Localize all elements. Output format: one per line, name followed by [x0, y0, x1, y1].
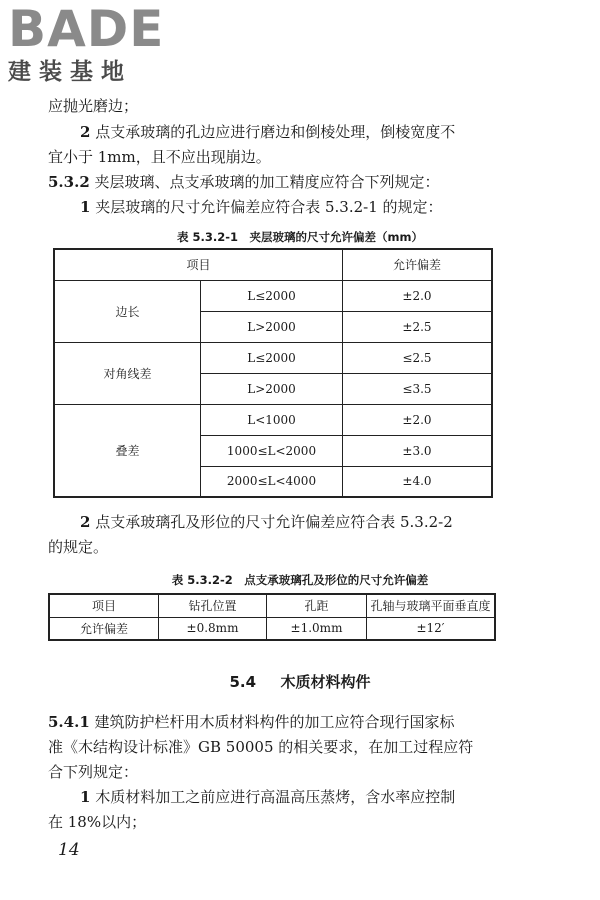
value-cell: ±2.0 — [343, 280, 493, 311]
table-header-row — [49, 594, 495, 617]
item-number: 2 — [80, 123, 91, 141]
item-number: 1 — [80, 198, 91, 216]
group-edge-length: 边长 — [54, 280, 201, 342]
clause-number: 5.3.2 — [48, 173, 90, 191]
header-hole-spacing: 孔距 — [267, 594, 367, 617]
condition-cell: L<1000 — [201, 404, 343, 435]
table-point-support-tolerance — [48, 593, 496, 641]
condition-cell: L>2000 — [201, 311, 343, 342]
group-stack-difference: 叠差 — [54, 404, 201, 497]
paragraph-text: 点支承玻璃的孔边应进行磨边和倒棱处理，倒棱宽度不 — [95, 123, 456, 141]
paragraph-polish: 应抛光磨边； — [48, 97, 139, 115]
group-diagonal-difference: 对角线差 — [54, 342, 201, 404]
table-row — [49, 617, 495, 640]
table2-caption: 表 5.3.2-2 点支承玻璃孔及形位的尺寸允许偏差 — [171, 573, 429, 587]
item-number: 1 — [80, 788, 91, 806]
clause-5-4-1-item-1 — [48, 785, 553, 809]
clause-5-4-1 — [48, 710, 553, 734]
value-cell: ±2.5 — [343, 311, 493, 342]
table-header-row — [54, 249, 492, 280]
section-title: 木质材料构件 — [280, 673, 371, 691]
table-laminated-glass-tolerance — [53, 248, 493, 498]
brand-logo — [8, 2, 164, 86]
header-tolerance: 允许偏差 — [343, 249, 493, 280]
condition-cell: L>2000 — [201, 373, 343, 404]
condition-cell: 1000≤L<2000 — [201, 435, 343, 466]
logo-subtitle: 建装基地 — [8, 59, 132, 85]
table-row — [54, 342, 492, 373]
clause-5-4-1-item-1-cont: 在 18%以内； — [48, 813, 147, 831]
paragraph-text: 夹层玻璃的尺寸允许偏差应符合表 5.3.2-1 的规定： — [95, 198, 443, 216]
table-row — [54, 280, 492, 311]
clause-5-4-1-line2: 准《木结构设计标准》GB 50005 的相关要求，在加工过程应符 — [48, 738, 474, 756]
header-hole-position: 钻孔位置 — [159, 594, 267, 617]
clause-text: 建筑防护栏杆用木质材料构件的加工应符合现行国家标 — [94, 713, 455, 731]
logo-wordmark: BADE — [8, 0, 165, 58]
condition-cell: L≤2000 — [201, 342, 343, 373]
value-cell: ±4.0 — [343, 466, 493, 497]
header-perpendicularity: 孔轴与玻璃平面垂直度 — [367, 594, 496, 617]
paragraph-text: 点支承玻璃孔及形位的尺寸允许偏差应符合表 5.3.2-2 — [95, 513, 453, 531]
header-item: 项目 — [54, 249, 343, 280]
clause-5-3-2-item-2 — [48, 510, 553, 534]
section-heading — [0, 671, 600, 692]
clause-5-4-1-line3: 合下列规定： — [48, 763, 139, 781]
clause-5-3-2-item-2-cont: 的规定。 — [48, 538, 109, 556]
paragraph-text: 木质材料加工之前应进行高温高压蒸烤，含水率应控制 — [95, 788, 456, 806]
row-label: 允许偏差 — [49, 617, 159, 640]
value-cell: ±12′ — [367, 617, 496, 640]
clause-5-3-2 — [48, 170, 553, 194]
table-row — [54, 404, 492, 435]
page-number: 14 — [58, 840, 80, 860]
table1-caption: 表 5.3.2-1 夹层玻璃的尺寸允许偏差（mm） — [177, 230, 423, 244]
value-cell: ≤3.5 — [343, 373, 493, 404]
value-cell: ±2.0 — [343, 404, 493, 435]
header-item: 项目 — [49, 594, 159, 617]
value-cell: ±1.0mm — [267, 617, 367, 640]
condition-cell: L≤2000 — [201, 280, 343, 311]
paragraph-2-cont: 宜小于 1mm，且不应出现崩边。 — [48, 148, 271, 166]
condition-cell: 2000≤L<4000 — [201, 466, 343, 497]
clause-5-3-2-item-1 — [48, 195, 553, 219]
value-cell: ±0.8mm — [159, 617, 267, 640]
clause-text: 夹层玻璃、点支承玻璃的加工精度应符合下列规定： — [94, 173, 440, 191]
paragraph-2 — [48, 120, 553, 144]
clause-number: 5.4.1 — [48, 713, 90, 731]
value-cell: ≤2.5 — [343, 342, 493, 373]
section-number: 5.4 — [229, 673, 257, 691]
item-number: 2 — [80, 513, 91, 531]
value-cell: ±3.0 — [343, 435, 493, 466]
